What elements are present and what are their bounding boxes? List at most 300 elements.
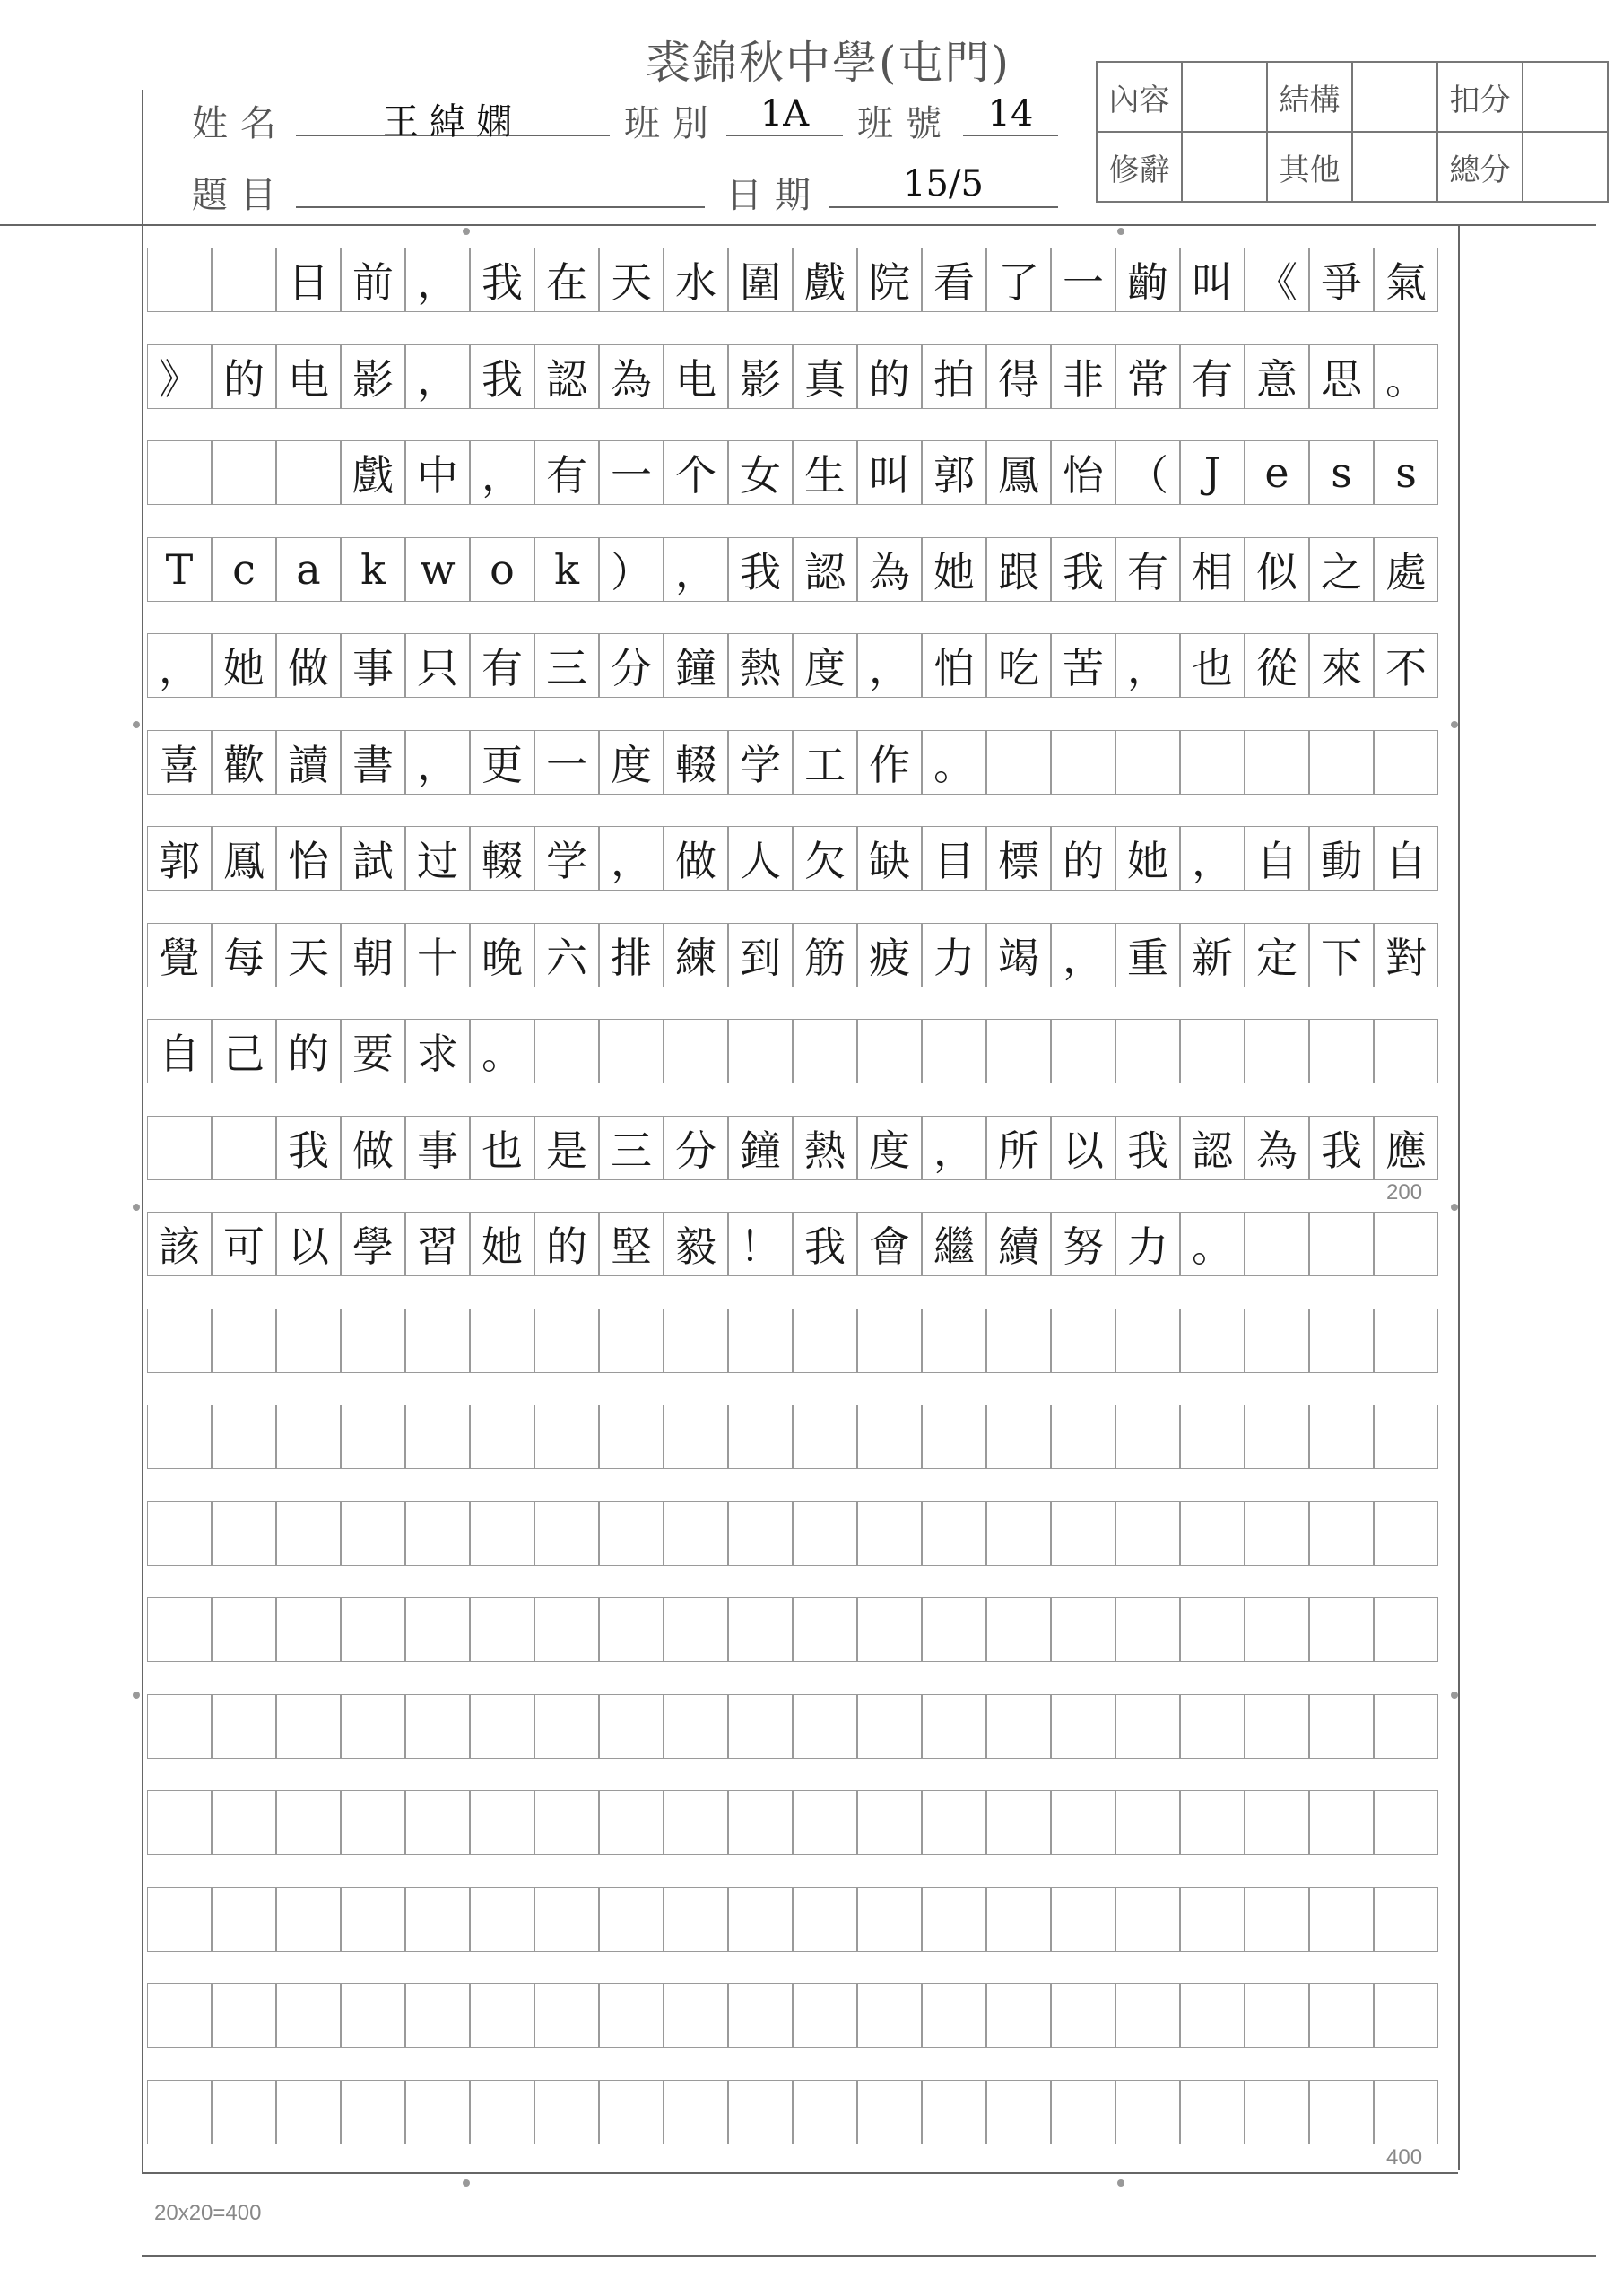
grid-cell (728, 2080, 793, 2144)
grid-cell: 影 (728, 344, 793, 409)
grid-cell: 鐘 (664, 633, 728, 698)
grid-cell: 做 (341, 1116, 405, 1180)
grid-cell (534, 1887, 599, 1952)
grid-cell (1245, 730, 1309, 795)
topic-label: 題目 (192, 175, 289, 216)
grid-cell: 有 (534, 440, 599, 505)
score-label-total: 總分 (1437, 132, 1523, 202)
binder-dot (463, 228, 470, 235)
grid-cell: 学 (534, 826, 599, 891)
grid-cell (1245, 1019, 1309, 1083)
grid-cell (1374, 1887, 1438, 1952)
grid-cell: ！ (728, 1212, 793, 1276)
grid-cell: 一 (534, 730, 599, 795)
grid-cell (1115, 1019, 1180, 1083)
date-underline (829, 206, 1058, 208)
grid-cell: 自 (1245, 826, 1309, 891)
grid-cell (1245, 1694, 1309, 1759)
grid-cell: 她 (922, 537, 986, 602)
grid-cell: 圍 (728, 248, 793, 312)
grid-cell: 缺 (857, 826, 922, 891)
score-label-rhetoric: 修辭 (1097, 132, 1182, 202)
grid-cell: 她 (212, 633, 276, 698)
grid-cell (728, 1694, 793, 1759)
grid-cell (147, 1694, 212, 1759)
grid-cell: 分 (664, 1116, 728, 1180)
grid-cell: 一 (599, 440, 664, 505)
grid-cell: 思 (1309, 344, 1374, 409)
grid-cell (1115, 1790, 1180, 1855)
grid-cell: ， (664, 537, 728, 602)
grid-cell (470, 1501, 534, 1566)
grid-cell (1051, 730, 1115, 795)
grid-cell: 电 (276, 344, 341, 409)
score-box-structure (1352, 62, 1437, 132)
grid-cell: 習 (405, 1212, 470, 1276)
binder-dot (133, 721, 140, 728)
grid-cell (405, 1309, 470, 1373)
grid-cell: 度 (857, 1116, 922, 1180)
grid-cell (986, 1501, 1051, 1566)
grid-cell (405, 2080, 470, 2144)
grid-cell (405, 1694, 470, 1759)
grid-cell: 她 (470, 1212, 534, 1276)
binder-dot (1117, 228, 1124, 235)
class-label: 班別 (624, 103, 721, 144)
grid-cell (1309, 1019, 1374, 1083)
grid-cell (212, 2080, 276, 2144)
grid-cell (986, 1309, 1051, 1373)
grid-cell (664, 2080, 728, 2144)
grid-cell: ， (922, 1116, 986, 1180)
grid-cell (793, 1887, 857, 1952)
grid-cell: ， (599, 826, 664, 891)
grid-cell (1374, 1501, 1438, 1566)
grid-cell: 叫 (857, 440, 922, 505)
grid-cell: 的 (1051, 826, 1115, 891)
grid-cell: 。 (1374, 344, 1438, 409)
grid-cell (922, 1501, 986, 1566)
grid-cell: （ (1115, 440, 1180, 505)
grid-cell: 練 (664, 923, 728, 987)
number-underline (963, 135, 1058, 136)
grid-cell: 三 (599, 1116, 664, 1180)
grid-cell (405, 1405, 470, 1469)
grid-cell (1374, 1694, 1438, 1759)
grid-cell (1115, 2080, 1180, 2144)
grid-cell (405, 1790, 470, 1855)
grid-cell (1245, 1887, 1309, 1952)
left-margin-line (142, 90, 143, 2172)
grid-cell: 從 (1245, 633, 1309, 698)
grid-cell (276, 1405, 341, 1469)
grid-cell (1309, 1212, 1374, 1276)
grid-cell (212, 1983, 276, 2048)
grid-cell (986, 730, 1051, 795)
grid-cell: 电 (664, 344, 728, 409)
name-value: 王綽嫻 (383, 101, 523, 143)
grid-cell: 為 (857, 537, 922, 602)
grid-cell: 拍 (922, 344, 986, 409)
grid-cell: 為 (599, 344, 664, 409)
grid-cell (1374, 2080, 1438, 2144)
grid-cell (147, 1790, 212, 1855)
grid-cell: 之 (1309, 537, 1374, 602)
grid-cell: 會 (857, 1212, 922, 1276)
grid-cell: 繼 (922, 1212, 986, 1276)
grid-cell: 來 (1309, 633, 1374, 698)
grid-cell: 事 (405, 1116, 470, 1180)
grid-cell: 戲 (793, 248, 857, 312)
grid-cell: 也 (1180, 633, 1245, 698)
grid-cell (1051, 1887, 1115, 1952)
grid-cell (1245, 1212, 1309, 1276)
grid-cell: 吃 (986, 633, 1051, 698)
grid-cell: 自 (1374, 826, 1438, 891)
grid-cell (147, 1597, 212, 1662)
grid-cell (470, 1790, 534, 1855)
grid-cell: 日 (276, 248, 341, 312)
grid-cell (1245, 1405, 1309, 1469)
page-bottom-line (142, 2255, 1596, 2257)
grid-cell (922, 1019, 986, 1083)
grid-cell (857, 1501, 922, 1566)
grid-cell: 毅 (664, 1212, 728, 1276)
grid-cell (857, 1019, 922, 1083)
topic-underline (296, 206, 705, 208)
grid-cell (1180, 1790, 1245, 1855)
grid-cell: 只 (405, 633, 470, 698)
grid-cell: 做 (276, 633, 341, 698)
grid-cell (922, 2080, 986, 2144)
grid-cell (341, 2080, 405, 2144)
grid-cell: 努 (1051, 1212, 1115, 1276)
grid-cell (1180, 2080, 1245, 2144)
grid-cell: 該 (147, 1212, 212, 1276)
binder-dot (133, 1692, 140, 1699)
grid-cell: 歡 (212, 730, 276, 795)
grid-cell: 所 (986, 1116, 1051, 1180)
grid-size-note: 20x20=400 (154, 2201, 262, 2225)
grid-cell (1115, 1501, 1180, 1566)
grid-cell: 認 (793, 537, 857, 602)
grid-cell (534, 1983, 599, 2048)
grid-cell: ， (857, 633, 922, 698)
grid-cell: 動 (1309, 826, 1374, 891)
grid-cell: 重 (1115, 923, 1180, 987)
grid-cell (664, 1309, 728, 1373)
grid-cell (147, 440, 212, 505)
grid-cell: 似 (1245, 537, 1309, 602)
grid-cell: ， (405, 248, 470, 312)
grid-cell (147, 1309, 212, 1373)
grid-cell: 下 (1309, 923, 1374, 987)
grid-cell: 可 (212, 1212, 276, 1276)
grid-cell (599, 1983, 664, 2048)
grid-cell: 欠 (793, 826, 857, 891)
grid-cell (664, 1983, 728, 2048)
grid-cell (276, 1790, 341, 1855)
grid-cell (341, 1694, 405, 1759)
grid-cell: 讀 (276, 730, 341, 795)
grid-cell (147, 1501, 212, 1566)
grid-cell (276, 1501, 341, 1566)
grid-cell (728, 1501, 793, 1566)
grid-cell (664, 1597, 728, 1662)
grid-cell: 朝 (341, 923, 405, 987)
grid-cell (147, 248, 212, 312)
grid-cell (1180, 1597, 1245, 1662)
grid-cell: 鳳 (986, 440, 1051, 505)
grid-cell (470, 2080, 534, 2144)
grid-cell (470, 1597, 534, 1662)
grid-cell (534, 1790, 599, 1855)
grid-cell (147, 1405, 212, 1469)
grid-cell (599, 1019, 664, 1083)
grid-cell (1180, 1501, 1245, 1566)
grid-cell (1115, 1597, 1180, 1662)
grid-cell: 以 (276, 1212, 341, 1276)
grid-cell (276, 1694, 341, 1759)
grid-cell: 前 (341, 248, 405, 312)
grid-cell (1180, 1405, 1245, 1469)
grid-cell (1374, 1597, 1438, 1662)
grid-cell (599, 1887, 664, 1952)
grid-cell: 过 (405, 826, 470, 891)
grid-cell (728, 1983, 793, 2048)
grid-cell (599, 1501, 664, 1566)
grid-cell: 以 (1051, 1116, 1115, 1180)
grid-cell (1245, 2080, 1309, 2144)
grid-cell: 疲 (857, 923, 922, 987)
grid-cell (1115, 1309, 1180, 1373)
grid-cell (922, 1597, 986, 1662)
grid-cell (793, 2080, 857, 2144)
grid-cell: 鐘 (728, 1116, 793, 1180)
name-label: 姓名 (192, 103, 289, 144)
grid-cell: c (212, 537, 276, 602)
grid-cell (1374, 1983, 1438, 2048)
grid-cell: 書 (341, 730, 405, 795)
grid-cell: 筋 (793, 923, 857, 987)
binder-dot (1117, 2179, 1124, 2187)
grid-cell (1051, 1694, 1115, 1759)
grid-cell: 覺 (147, 923, 212, 987)
grid-cell: 輟 (470, 826, 534, 891)
grid-cell: 女 (728, 440, 793, 505)
grid-cell (534, 1405, 599, 1469)
grid-cell: 度 (599, 730, 664, 795)
grid-cell (986, 2080, 1051, 2144)
grid-cell (664, 1019, 728, 1083)
grid-cell: 非 (1051, 344, 1115, 409)
grid-cell (728, 1309, 793, 1373)
grid-cell (470, 1983, 534, 2048)
grid-cell: 的 (276, 1019, 341, 1083)
grid-cell (1309, 1405, 1374, 1469)
grid-cell: 郭 (922, 440, 986, 505)
grid-cell: 排 (599, 923, 664, 987)
grid-cell (405, 1597, 470, 1662)
grid-cell: 苦 (1051, 633, 1115, 698)
grid-cell (470, 1887, 534, 1952)
grid-cell: 天 (599, 248, 664, 312)
grid-cell: 事 (341, 633, 405, 698)
grid-cell: e (1245, 440, 1309, 505)
grid-cell: 怡 (1051, 440, 1115, 505)
grid-cell: 有 (1180, 344, 1245, 409)
grid-cell (1051, 1019, 1115, 1083)
grid-cell (341, 1887, 405, 1952)
grid-cell (728, 1597, 793, 1662)
grid-cell: 竭 (986, 923, 1051, 987)
grid-cell: 我 (793, 1212, 857, 1276)
score-label-content: 內容 (1097, 62, 1182, 132)
grid-cell: 个 (664, 440, 728, 505)
grid-cell (276, 440, 341, 505)
grid-cell: 。 (470, 1019, 534, 1083)
number-label: 班號 (857, 103, 954, 144)
score-box-content (1182, 62, 1267, 132)
grid-cell (147, 1887, 212, 1952)
grid-cell (470, 1405, 534, 1469)
grid-cell: 己 (212, 1019, 276, 1083)
grid-cell: 每 (212, 923, 276, 987)
grid-cell (405, 1887, 470, 1952)
grid-cell (986, 1790, 1051, 1855)
grid-cell (664, 1790, 728, 1855)
grid-cell (341, 1983, 405, 2048)
grid-cell (1309, 1887, 1374, 1952)
grid-cell: 怡 (276, 826, 341, 891)
grid-cell: k (341, 537, 405, 602)
grid-cell: 看 (922, 248, 986, 312)
grid-cell (599, 1790, 664, 1855)
grid-cell: 定 (1245, 923, 1309, 987)
grid-cell: 相 (1180, 537, 1245, 602)
grid-cell (599, 1309, 664, 1373)
grid-cell: 標 (986, 826, 1051, 891)
grid-cell (1245, 1309, 1309, 1373)
grid-cell (664, 1405, 728, 1469)
grid-cell: s (1374, 440, 1438, 505)
date-label: 日期 (726, 175, 823, 216)
grid-cell: ， (405, 344, 470, 409)
grid-cell: 的 (534, 1212, 599, 1276)
grid-cell: J (1180, 440, 1245, 505)
grid-cell (793, 1405, 857, 1469)
grid-cell: 熱 (728, 633, 793, 698)
grid-cell (793, 1309, 857, 1373)
grid-cell: ， (405, 730, 470, 795)
grid-cell (276, 2080, 341, 2144)
grid-cell (986, 1694, 1051, 1759)
score-label-other: 其他 (1267, 132, 1352, 202)
grid-cell (1115, 1983, 1180, 2048)
grid-cell (793, 1790, 857, 1855)
grid-cell (1309, 1790, 1374, 1855)
binder-dot (1451, 721, 1458, 728)
grid-cell (664, 1887, 728, 1952)
grid-cell: 力 (922, 923, 986, 987)
grid-cell (1180, 1983, 1245, 2048)
grid-cell: 院 (857, 248, 922, 312)
word-count-400: 400 (1386, 2145, 1423, 2170)
grid-cell: 更 (470, 730, 534, 795)
grid-cell (1374, 1790, 1438, 1855)
grid-cell (1309, 730, 1374, 795)
grid-cell (212, 1405, 276, 1469)
binder-dot (1451, 1204, 1458, 1211)
grid-cell (793, 1983, 857, 2048)
grid-cell: 目 (922, 826, 986, 891)
grid-cell (1309, 1501, 1374, 1566)
score-box-total (1523, 132, 1608, 202)
grid-cell (341, 1309, 405, 1373)
grid-cell (534, 1694, 599, 1759)
grid-cell: 是 (534, 1116, 599, 1180)
grid-cell: 喜 (147, 730, 212, 795)
grid-cell: 鳳 (212, 826, 276, 891)
grid-cell: 。 (1180, 1212, 1245, 1276)
grid-cell (922, 1790, 986, 1855)
grid-cell (212, 1501, 276, 1566)
grid-cell: ， (1115, 633, 1180, 698)
grid-cell (1374, 1019, 1438, 1083)
grid-cell: 戲 (341, 440, 405, 505)
grid-cell: s (1309, 440, 1374, 505)
grid-cell: 水 (664, 248, 728, 312)
grid-cell (793, 1597, 857, 1662)
grid-cell (147, 2080, 212, 2144)
grid-cell (212, 1116, 276, 1180)
grid-cell (599, 1597, 664, 1662)
grid-cell: 作 (857, 730, 922, 795)
grid-cell: 齣 (1115, 248, 1180, 312)
grid-cell: 認 (534, 344, 599, 409)
header-divider-line (0, 224, 1596, 226)
grid-cell (857, 2080, 922, 2144)
grid-cell (1115, 1405, 1180, 1469)
grid-cell: 。 (922, 730, 986, 795)
grid-cell: 十 (405, 923, 470, 987)
class-underline (726, 135, 843, 136)
grid-cell: 熱 (793, 1116, 857, 1180)
date-value: 15/5 (903, 163, 984, 204)
grid-cell: ， (147, 633, 212, 698)
grid-cell (857, 1983, 922, 2048)
grid-cell (922, 1405, 986, 1469)
grid-cell (405, 1983, 470, 2048)
grid-cell (599, 1694, 664, 1759)
grid-cell (986, 1019, 1051, 1083)
score-box-other (1352, 132, 1437, 202)
grid-cell (1309, 1694, 1374, 1759)
grid-cell (1051, 1405, 1115, 1469)
grid-cell (534, 1019, 599, 1083)
grid-cell (1180, 1694, 1245, 1759)
grid-cell: 為 (1245, 1116, 1309, 1180)
grid-cell: ） (599, 537, 664, 602)
grid-cell: 有 (470, 633, 534, 698)
grid-cell: 叫 (1180, 248, 1245, 312)
grid-cell: 三 (534, 633, 599, 698)
grid-cell (212, 248, 276, 312)
right-margin-line (1458, 224, 1460, 2170)
grid-cell (534, 1309, 599, 1373)
grid-cell: 怕 (922, 633, 986, 698)
class-value: 1A (759, 93, 810, 135)
